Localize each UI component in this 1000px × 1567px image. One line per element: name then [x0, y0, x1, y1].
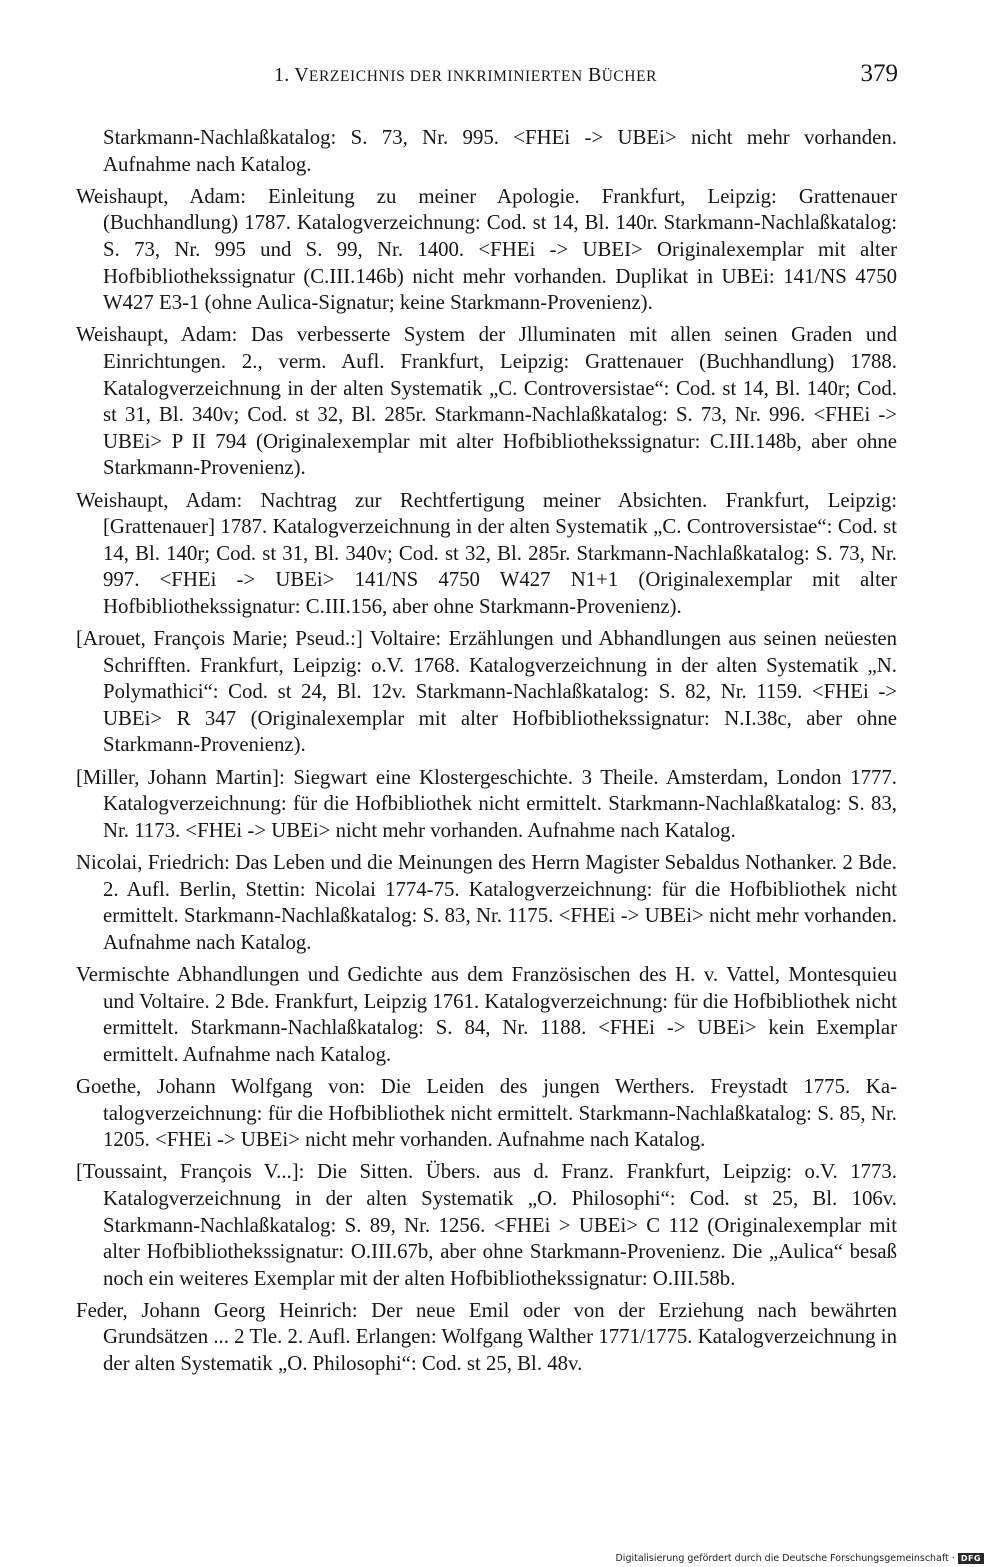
bibliography-entry: Weishaupt, Adam: Einleitung zu meiner Apologie. Frankfurt, Leipzig: Grattenauer (Buchhandlung) 1787. Katalogverzeichnung: Cod. st 14, Bl. 140r. Starkmann-Nachlaßkatalog: S. 73, Nr. 995 und S. 99, Nr. 1400. <FHEi -> UBEI> Originalexemplar mit alter Hofbibliothekssignatur (C.III.146b) nicht mehr vorhanden. Duplikat in UBEi: 141/NS 4750 W427 E3-1 (ohne Aulica-Signatur; keine Starkmann-Provenienz). — [76, 184, 897, 315]
page-number: 379 — [860, 60, 898, 87]
bibliography-list — [76, 125, 897, 1383]
digitization-footer — [615, 1553, 984, 1564]
dfg-logo-icon: DFG — [958, 1553, 984, 1564]
bibliography-entry: [Arouet, François Marie; Pseud.:] Voltaire: Erzählungen und Abhandlungen aus seinen neüesten Schrifften. Frankfurt, Leipzig: o.V. 1768. Katalogverzeichnung in der alten Systematik „N. Polymathici“: Cod. st 24, Bl. 12v. Starkmann-Nachlaßkatalog: S. 82, Nr. 1159. <FHEi -> UBEi> R 347 (Originalexemplar mit alter Hofbibliothekssignatur: N.I.38c, aber ohne Starkmann-Provenienz). — [76, 627, 897, 757]
bibliography-entry: Goethe, Johann Wolfgang von: Die Leiden des jungen Werthers. Freystadt 1775. Katalogverzeichnung: für die Hofbibliothek nicht ermittelt. Starkmann-Nachlaßkatalog: S. 85, Nr. 1205. <FHEi -> UBEi> nicht mehr vorhanden. Aufnahme nach Katalog. — [76, 1074, 897, 1152]
bibliography-entry: Nicolai, Friedrich: Das Leben und die Meinungen des Herrn Magister Sebaldus Nothanker. 2 Bde. 2. Aufl. Berlin, Stettin: Nicolai 1774-75. Katalogverzeichnung: für die Hofbibliothek nicht ermittelt. Starkmann-Nachlaßkatalog: S. 83, Nr. 1175. <FHEi -> UBEi> nicht mehr vorhanden. Aufnahme nach Katalog. — [76, 851, 897, 954]
running-head-smallcaps-2: ÜCHER — [601, 68, 658, 85]
bibliography-entry: Feder, Johann Georg Heinrich: Der neue Emil oder von der Erziehung nach bewährten Grundsätzen ... 2 Tle. 2. Aufl. Erlangen: Wolfgang Walther 1771/1775. Katalogverzeichnung in der alten Systematik „O. Philosophi“: Cod. st 25, Bl. 48v. — [76, 1298, 897, 1376]
running-head — [274, 64, 657, 87]
running-head-mid: B — [582, 64, 602, 86]
footer-text: Digitalisierung gefördert durch die Deutsche Forschungsgemeinschaft · — [615, 1553, 955, 1564]
bibliography-entry: [Miller, Johann Martin]: Siegwart eine Klostergeschichte. 3 Theile. Amsterdam, London 1777. Katalogverzeichnung: für die Hofbibliothek nicht ermittelt. Starkmann-Nachlaßkatalog: S. 83, Nr. 1173. <FHEi -> UBEi> nicht mehr vorhanden. Aufnahme nach Katalog. — [76, 765, 897, 842]
bibliography-entry: [Toussaint, François V...]: Die Sitten. Übers. aus d. Franz. Frankfurt, Leipzig: o.V. 1773. Katalogverzeichnung in der alten Systematik „O. Philosophi“: Cod. st 25, Bl. 106v. Starkmann-Nachlaßkatalog: S. 89, Nr. 1256. <FHEi > UBEi> C 112 (Originalexemplar mit alter Hofbibliothekssignatur: O.III.67b, aber ohne Starkmann-Provenienz. Die „Aulica“ besaß noch ein weiteres Exemplar mit der alten Hofbibliothekssignatur: O.III.58b. — [76, 1160, 897, 1290]
running-head-smallcaps-1: ERZEICHNIS DER INKRIMINIERTEN — [308, 68, 583, 85]
bibliography-entry: Weishaupt, Adam: Nachtrag zur Rechtfertigung meiner Absichten. Frankfurt, Leipzig: [Grattenauer] 1787. Katalogverzeichnung in der alten Systematik „C. Controversistae“: Cod. st 14, Bl. 140r; Cod. st 31, Bl. 340v; Cod. st 32, Bl. 285r. Starkmann-Nachlaßkatalog: S. 73, Nr. 997. <FHEi -> UBEi> 141/NS 4750 W427 N1+1 (Originalexemplar mit alter Hofbibliothekssignatur: C.III.156, aber ohne Starkmann-Provenienz). — [76, 488, 897, 618]
page-header — [268, 60, 898, 100]
running-head-prefix: 1. V — [274, 64, 309, 86]
bibliography-entry: Starkmann-Nachlaßkatalog: S. 73, Nr. 995. <FHEi -> UBEi> nicht mehr vorhanden. Aufnahme nach Katalog. — [103, 126, 897, 176]
bibliography-entry: Vermischte Abhandlungen und Gedichte aus dem Französischen des H. v. Vattel, Montesquieu und Voltaire. 2 Bde. Frankfurt, Leipzig 1761. Katalogverzeichnung: für die Hofbibliothek nicht ermittelt. Starkmann-Nachlaßkatalog: S. 84, Nr. 1188. <FHEi -> UBEi> kein Exemplar ermittelt. Aufnahme nach Katalog. — [76, 962, 897, 1066]
bibliography-entry: Weishaupt, Adam: Das verbesserte System der Jlluminaten mit allen seinen Graden und Einrichtungen. 2., verm. Aufl. Frankfurt, Leipzig: Grattenauer (Buchhandlung) 1788. Katalogverzeichnung in der alten Systematik „C. Controversistae“: Cod. st 14, Bl. 140r; Cod. st 31, Bl. 340v; Cod. st 32, Bl. 285r. Starkmann-Nachlaßkatalog: S. 73, Nr. 996. <FHEi -> UBEi> P II 794 (Originalexemplar mit alter Hofbibliothekssignatur: C.III.148b, aber ohne Starkmann-Provenienz). — [76, 323, 897, 480]
